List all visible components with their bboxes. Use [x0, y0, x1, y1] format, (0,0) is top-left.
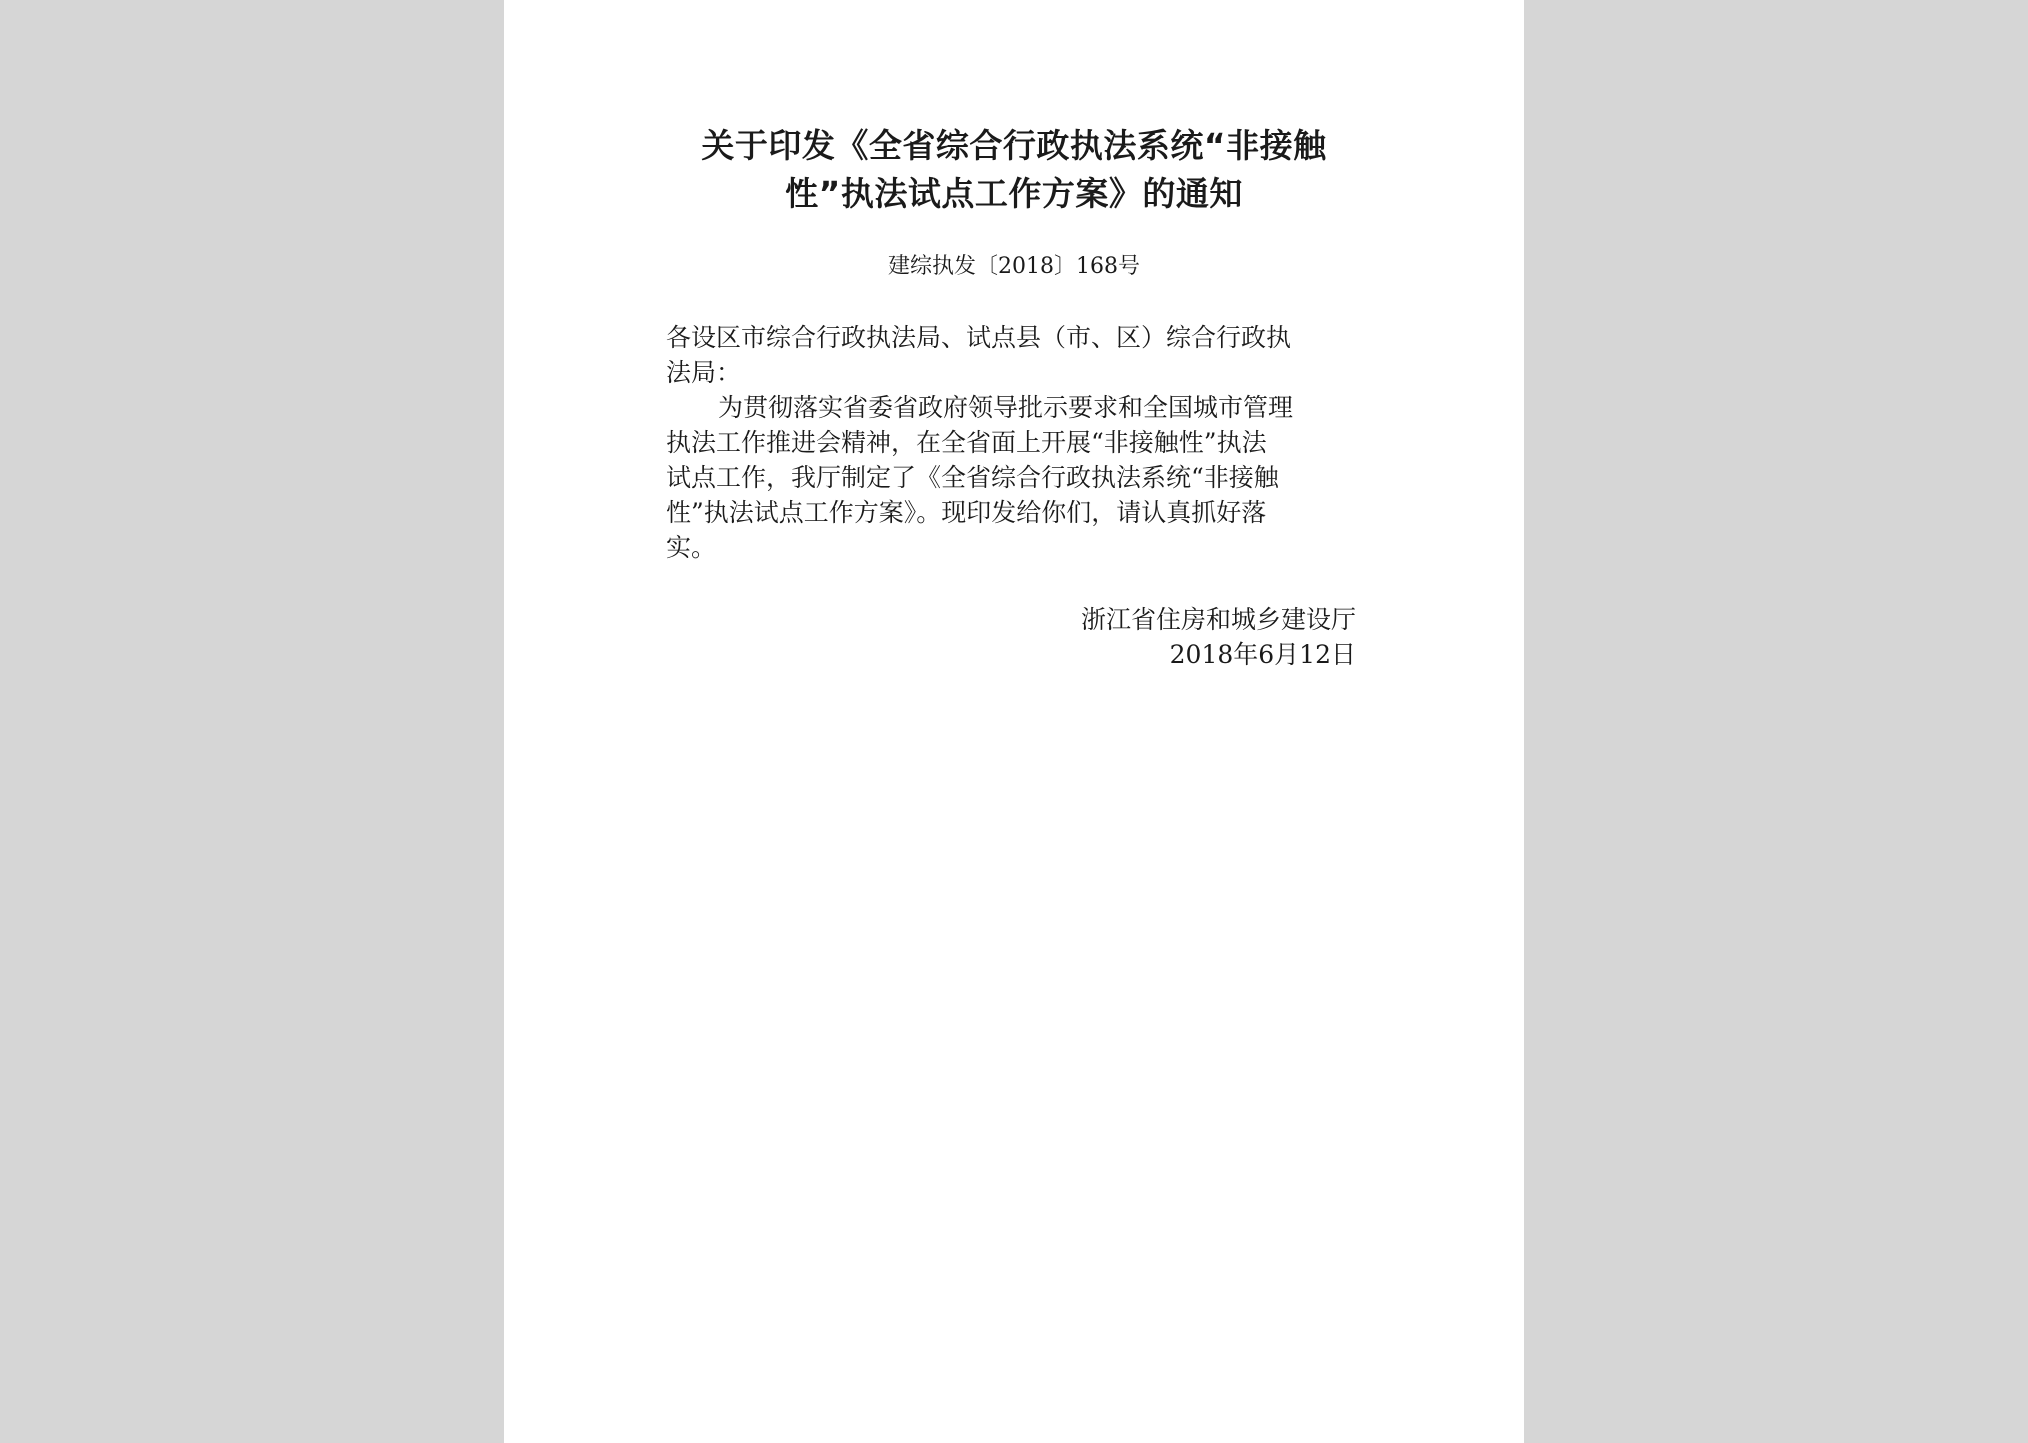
- signature-organization: 浙江省住房和城乡建设厅: [1080, 605, 1356, 634]
- document-title: [664, 122, 1364, 218]
- body-line-paragraph-2: 执法工作推进会精神，在全省面上开展“非接触性”执法: [666, 428, 1267, 457]
- document-body: [666, 320, 1356, 565]
- document-number: 建综执发〔2018〕168号: [888, 254, 1140, 279]
- body-line-paragraph-5: 实。: [666, 533, 717, 562]
- signature-date: 2018年6月12日: [1169, 640, 1356, 669]
- body-line-addressee-1: 各设区市综合行政执法局、试点县（市、区）综合行政执: [666, 323, 1292, 352]
- body-line-paragraph-1: 为贯彻落实省委省政府领导批示要求和全国城市管理: [718, 393, 1294, 422]
- document-title-line-1: 关于印发《全省综合行政执法系统“非接触: [701, 126, 1327, 165]
- body-line-addressee-2: 法局：: [666, 358, 742, 387]
- body-line-paragraph-3: 试点工作，我厅制定了《全省综合行政执法系统“非接触: [666, 463, 1279, 492]
- body-line-paragraph-4: 性”执法试点工作方案》。现印发给你们，请认真抓好落: [666, 498, 1267, 527]
- document-title-line-2: 性”执法试点工作方案》的通知: [785, 174, 1243, 213]
- signature-block: [1064, 602, 1356, 672]
- document-page: [504, 0, 1524, 1443]
